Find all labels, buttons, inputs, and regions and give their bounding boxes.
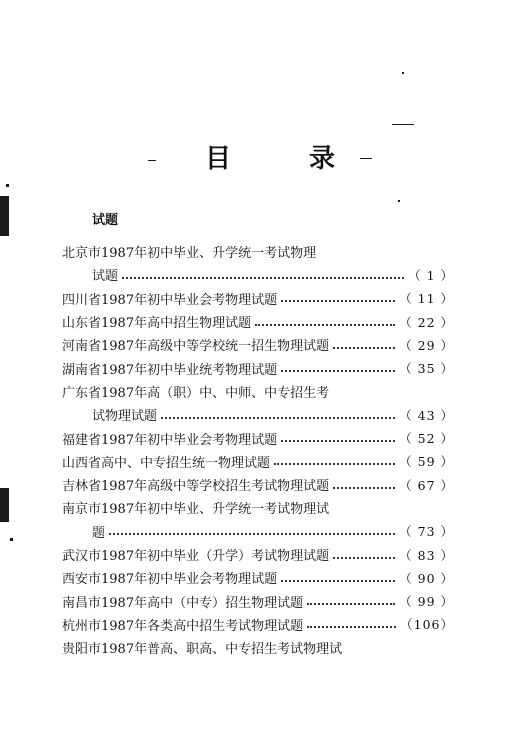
toc-entry	[62, 356, 454, 379]
toc-leader-dots	[333, 487, 395, 489]
scan-speck	[360, 158, 372, 159]
toc-entry-title: 山东省1987年高中招生物理试题	[62, 316, 252, 332]
toc-page-number: （ 52 ）	[399, 431, 454, 447]
toc-leader-dots	[109, 533, 395, 535]
toc-entry-title: 南昌市1987年高中（中专）招生物理试题	[62, 595, 304, 611]
scan-speck	[148, 160, 156, 161]
toc-leader-dots	[333, 347, 395, 349]
toc-entry	[62, 287, 454, 310]
scan-speck	[402, 72, 404, 74]
toc-entry-title: 试物理试题	[92, 409, 158, 425]
toc-page-number: （ 35 ）	[399, 361, 454, 377]
toc-leader-dots	[274, 463, 395, 465]
toc-leader-dots	[161, 417, 395, 419]
toc-page-number: （ 99 ）	[399, 594, 454, 610]
toc-entry-title: 西安市1987年初中毕业会考物理试题	[62, 572, 278, 588]
toc-entry	[62, 613, 454, 636]
toc-page-number: （ 11 ）	[399, 291, 454, 307]
toc-entry-title: 武汉市1987年初中毕业（升学）考试物理试题	[62, 549, 330, 564]
toc-page-number: （ 83 ）	[399, 547, 454, 563]
toc-entry	[62, 263, 454, 286]
toc-entry-title: 广东省1987年高（职）中、中师、中专招生考	[62, 385, 330, 401]
toc-entry	[62, 450, 454, 473]
toc-entry	[62, 310, 454, 333]
toc-leader-dots	[307, 626, 396, 628]
page-title: 目 录	[205, 144, 362, 174]
toc-entry	[62, 473, 454, 496]
toc-leader-dots	[281, 300, 395, 302]
toc-leader-dots	[307, 603, 395, 605]
toc-entry	[62, 543, 454, 566]
toc-entry	[62, 403, 454, 426]
scan-speck	[6, 184, 9, 187]
toc-entry-title: 吉林省1987年高级中等学校招生考试物理试题	[62, 479, 330, 495]
toc-leader-dots	[255, 324, 395, 326]
toc-entry-title: 河南省1987年高级中等学校统一招生物理试题	[62, 339, 330, 355]
scan-speck	[10, 538, 13, 541]
toc-page-number: （ 22 ）	[399, 314, 454, 330]
toc-entry	[62, 496, 454, 519]
toc-page-number: （ 43 ）	[399, 407, 454, 423]
toc-page-number: （ 73 ）	[399, 524, 454, 540]
toc-page-number: （106）	[400, 617, 454, 633]
toc-entry	[62, 636, 454, 659]
toc-entry	[62, 333, 454, 356]
toc-leader-dots	[281, 370, 395, 372]
toc-leader-dots	[281, 580, 395, 582]
toc-leader-dots	[281, 440, 395, 442]
toc-entry-title: 题	[92, 525, 106, 541]
toc-entry-title: 杭州市1987年各类高中招生考试物理试题	[62, 618, 304, 634]
toc-page-number: （ 90 ）	[399, 570, 454, 586]
toc-entry	[62, 566, 454, 589]
toc-entry-title: 贵阳市1987年普高、职高、中专招生考试物理试	[62, 642, 343, 658]
toc-entry	[62, 240, 454, 263]
scan-speck	[398, 200, 400, 202]
toc-entry	[62, 520, 454, 543]
toc-page-number: （ 67 ）	[399, 477, 454, 493]
scan-speck	[392, 124, 414, 125]
toc-entry	[62, 380, 454, 403]
scan-mark-top	[0, 196, 9, 236]
scan-mark-bottom	[0, 488, 9, 522]
toc-entry-title: 四川省1987年初中毕业会考物理试题	[62, 292, 278, 308]
toc-leader-dots	[333, 557, 395, 559]
section-heading: 试题	[92, 213, 119, 228]
table-of-contents	[62, 240, 454, 659]
toc-page-number: （ 29 ）	[399, 337, 454, 353]
toc-entry	[62, 426, 454, 449]
toc-entry-title: 山西省高中、中专招生统一物理试题	[62, 455, 271, 471]
toc-entry-title: 试题	[92, 269, 119, 285]
toc-entry-title: 福建省1987年初中毕业会考物理试题	[62, 432, 278, 448]
toc-leader-dots	[122, 277, 404, 279]
toc-page-number: （ 59 ）	[399, 454, 454, 470]
toc-page-number: （ 1 ）	[408, 267, 454, 283]
toc-entry-title: 湖南省1987年初中毕业统考物理试题	[62, 362, 278, 378]
toc-entry	[62, 589, 454, 612]
toc-entry-title: 南京市1987年初中毕业、升学统一考试物理试	[62, 502, 330, 518]
toc-entry-title: 北京市1987年初中毕业、升学统一考试物理	[62, 246, 317, 262]
